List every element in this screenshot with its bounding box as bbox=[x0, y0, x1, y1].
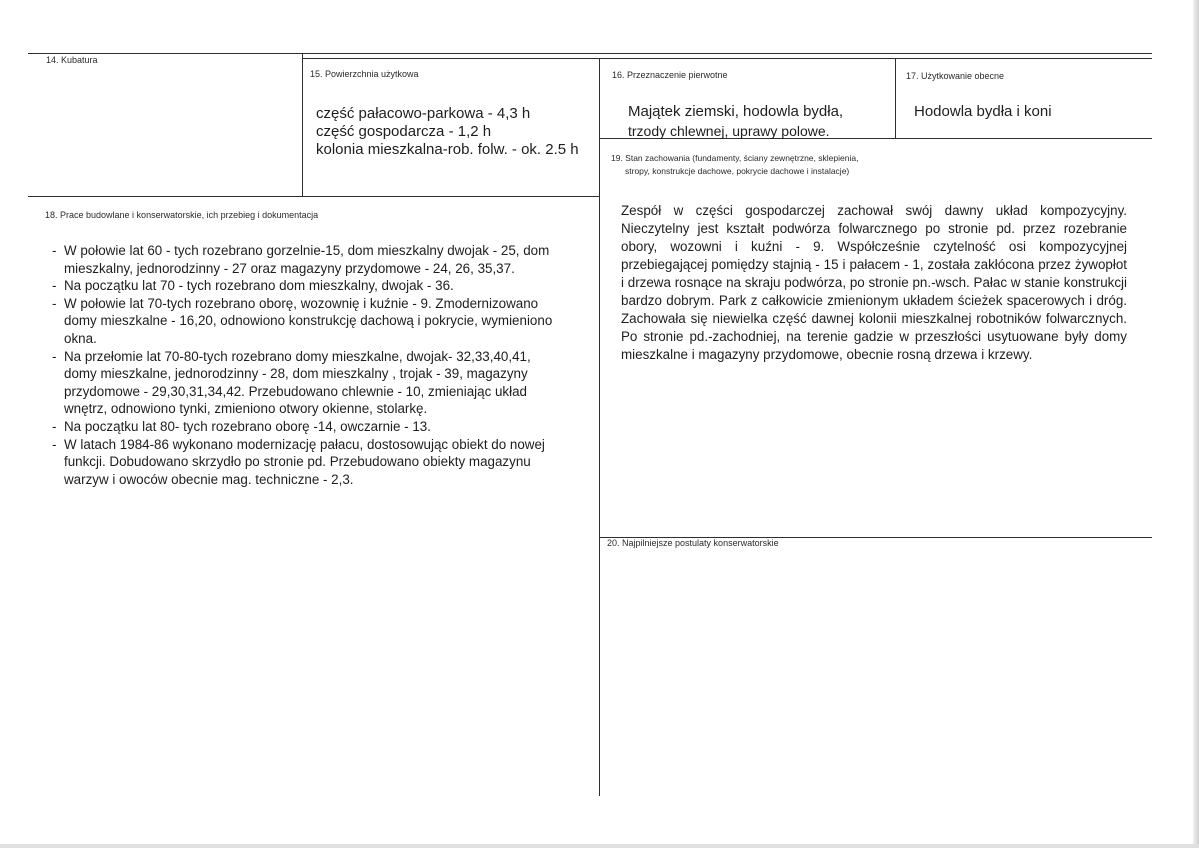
area-line-palace: część pałacowo-parkowa - 4,3 h bbox=[316, 105, 531, 122]
current-use-value: Hodowla bydła i koni bbox=[914, 103, 1052, 120]
area-line-colony: kolonia mieszkalna-rob. folw. - ok. 2.5 h bbox=[316, 141, 579, 158]
condition-description: Zespół w części gospodarczej zachował swój dawny układ kompozycyjny. Nieczytelny jest kształt podwórza folwarcznego po stronie pd. przez rozebranie obory, wozowni i kuźni - 9. Współcześnie czytelność osi kompozycyjnej przebiegającej pomiędzy stajnią - 15 i pałacem - 1, została zakłócona przez żywopłot i drzewa rosnące na skraju podwórza, po stronie pn.-wsch. Pałac w stanie konstrukcji bardzo dobrym. Park z całkowicie zmienionym układem ścieżek spacerowych i dróg. Zachowała się niewielka część dawnej kolonii mieszkalnej robotników folwarcznych. Po stronie pd.-zachodniej, na terenie gadzie w przeszłości usytuowane były domy mieszkalne i magazyny przydomowe, obecnie rosną drzewa i krzewy. bbox=[621, 203, 1127, 362]
works-list bbox=[58, 242, 560, 488]
divider-16-17 bbox=[895, 58, 896, 138]
list-item: - Na początku lat 70 - tych rozebrano dom mieszkalny, dwojak - 36. bbox=[58, 277, 560, 295]
list-item: - Na początku lat 80- tych rozebrano oborę -14, owczarnie - 13. bbox=[58, 418, 560, 436]
list-item: - W połowie lat 70-tych rozebrano oborę, wozownię i kuźnie - 9. Zmodernizowano domy mieszkalne - 16,20, odnowiono konstrukcję dachową i pokrycie, wymieniono okna. bbox=[58, 295, 560, 348]
field-14-label: 14. Kubatura bbox=[46, 55, 98, 65]
divider-14-15 bbox=[302, 53, 303, 196]
field-16-label: 16. Przeznaczenie pierwotne bbox=[612, 70, 728, 80]
top-rule bbox=[28, 53, 1152, 54]
field-15-label: 15. Powierzchnia użytkowa bbox=[310, 69, 419, 79]
field-17-label: 17. Użytkowanie obecne bbox=[906, 71, 1005, 81]
divider-15-16 bbox=[599, 58, 600, 796]
list-item: - W latach 1984-86 wykonano modernizację pałacu, dostosowując obiekt do nowej funkcji. Dobudowano skrzydło po stronie pd. Przebudowano obiekty magazynu warzyw i owoców obecnie mag. techniczne - 2,3. bbox=[58, 436, 560, 489]
page-bottom-edge bbox=[0, 844, 1199, 848]
field-20-label: 20. Najpilniejsze postulaty konserwatorskie bbox=[607, 538, 779, 548]
field-18-label: 18. Prace budowlane i konserwatorskie, ich przebieg i dokumentacja bbox=[45, 210, 319, 220]
rule-15-17-top bbox=[302, 58, 1152, 59]
area-line-farm: część gospodarcza - 1,2 h bbox=[316, 123, 492, 140]
list-item: - W połowie lat 60 - tych rozebrano gorzelnie-15, dom mieszkalny dwojak - 25, dom mieszkalny, jednorodzinny - 27 oraz magazyny przydomowe - 24, 26, 35,37. bbox=[58, 242, 560, 277]
original-purpose-line-1: Majątek ziemski, hodowla bydła, bbox=[628, 103, 844, 120]
field-19-label-line-2: stropy, konstrukcje dachowe, pokrycie dachowe i instalacje) bbox=[625, 166, 850, 176]
original-purpose-line-2: trzody chlewnej, uprawy polowe. bbox=[628, 123, 830, 139]
rule-row-bottom bbox=[28, 196, 599, 197]
page-edge-shadow bbox=[1193, 0, 1199, 848]
field-19-label-line-1: 19. Stan zachowania (fundamenty, ściany zewnętrzne, sklepienia, bbox=[611, 153, 859, 163]
list-item: - Na przełomie lat 70-80-tych rozebrano domy mieszkalne, dwojak- 32,33,40,41, domy mieszkalne, jednorodzinny - 28, dom mieszkalny , trojak - 39, magazyny przydomowe - 29,30,31,34,42. Przebudowano chlewnie - 10, zmieniając układ wnętrz, odnowiono tynki, zmieniono otwory okienne, stolarkę. bbox=[58, 348, 560, 418]
